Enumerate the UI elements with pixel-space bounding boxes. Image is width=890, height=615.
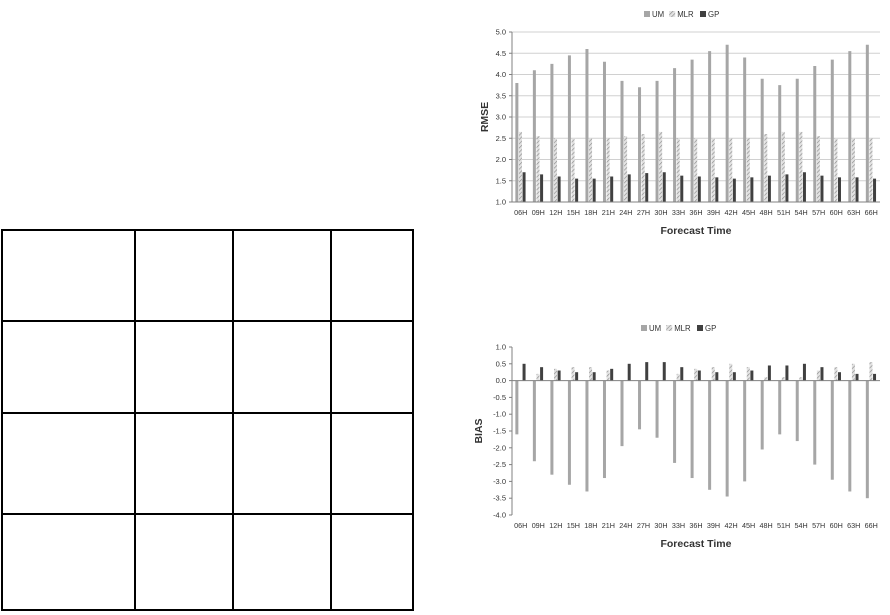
bar-mlr <box>729 364 732 381</box>
x-tick-label: 66H <box>864 521 878 530</box>
bar-mlr <box>589 138 592 202</box>
y-tick-label: 2.5 <box>495 133 506 143</box>
bar-gp <box>820 176 823 202</box>
y-tick-label: 0.0 <box>495 376 506 386</box>
bar-um <box>550 64 553 202</box>
table-cell <box>233 230 331 321</box>
bar-gp <box>785 174 788 202</box>
bar-mlr <box>536 136 539 202</box>
bar-mlr <box>764 377 767 380</box>
bar-gp <box>628 364 631 381</box>
x-tick-label: 45H <box>741 521 756 530</box>
y-tick-label: -1.5 <box>493 426 506 436</box>
y-tick-label: 4.0 <box>495 70 506 79</box>
bar-um <box>673 381 676 463</box>
y-tick-label: 3.0 <box>495 112 506 122</box>
legend-swatch-mlr <box>666 325 672 331</box>
bar-gp <box>856 177 859 202</box>
y-tick-label: 1.0 <box>495 197 506 207</box>
x-tick-label: 24H <box>619 521 633 530</box>
bar-gp <box>540 367 543 380</box>
bar-um <box>761 381 764 450</box>
bar-um <box>743 58 746 203</box>
bar-um <box>866 381 869 499</box>
table-row <box>2 413 413 514</box>
x-tick-label: 51H <box>777 208 791 217</box>
x-tick-label: 09H <box>531 521 545 530</box>
rmse-bar-chart <box>476 4 884 242</box>
bar-mlr <box>572 138 575 202</box>
bar-mlr <box>554 369 557 381</box>
bar-um <box>603 381 606 478</box>
x-tick-label: 18H <box>584 521 598 530</box>
y-tick-label: 3.5 <box>495 91 506 101</box>
bar-um <box>515 83 518 202</box>
bar-mlr <box>642 134 645 202</box>
legend-swatch-gp <box>697 325 703 331</box>
bar-um <box>585 49 588 202</box>
bar-gp <box>523 364 526 381</box>
x-tick-label: 66H <box>864 208 878 217</box>
y-tick-label: -3.5 <box>493 493 506 503</box>
y-tick-label: 4.5 <box>495 48 506 58</box>
legend-entry: MLR <box>674 324 691 333</box>
bar-um <box>726 45 729 202</box>
table-cell <box>2 230 135 321</box>
y-tick-label: 1.0 <box>495 342 506 352</box>
bar-um <box>638 87 641 202</box>
table-cell <box>2 321 135 413</box>
bar-um <box>585 381 588 492</box>
bar-um <box>673 68 676 202</box>
bar-um <box>656 381 659 438</box>
table-cell <box>135 321 233 413</box>
bar-mlr <box>852 364 855 381</box>
bar-gp <box>645 173 648 202</box>
bar-um <box>656 81 659 202</box>
bar-gp <box>680 367 683 380</box>
table-row <box>2 230 413 321</box>
x-tick-label: 33H <box>671 208 686 217</box>
x-tick-label: 42H <box>724 208 738 217</box>
bar-gp <box>856 374 859 381</box>
table-cell <box>331 321 413 413</box>
x-axis-title: Forecast Time <box>660 225 732 237</box>
legend-swatch-um <box>644 11 650 17</box>
bar-gp <box>715 372 718 380</box>
x-tick-label: 57H <box>812 208 826 217</box>
y-tick-label: 0.5 <box>495 359 506 369</box>
bar-mlr <box>834 138 837 202</box>
bar-mlr <box>607 371 610 381</box>
bar-gp <box>628 174 631 202</box>
bar-um <box>813 66 816 202</box>
bar-mlr <box>712 138 715 202</box>
bar-gp <box>733 372 736 380</box>
bar-um <box>831 60 834 202</box>
table-cell <box>233 514 331 610</box>
y-tick-label: -2.5 <box>493 460 506 470</box>
bar-um <box>691 381 694 478</box>
bar-um <box>778 381 781 435</box>
bar-um <box>813 381 816 465</box>
x-tick-label: 30H <box>654 521 668 530</box>
bar-gp <box>803 172 806 202</box>
bar-um <box>778 85 781 202</box>
x-tick-label: 48H <box>759 521 773 530</box>
bar-mlr <box>712 367 715 380</box>
x-tick-label: 36H <box>689 208 703 217</box>
bar-gp <box>873 179 876 202</box>
x-tick-label: 60H <box>829 521 843 530</box>
bar-gp <box>593 179 596 202</box>
bar-um <box>848 381 851 492</box>
y-tick-label: -1.0 <box>493 409 506 419</box>
y-axis-title: RMSE <box>479 101 491 133</box>
x-tick-label: 60H <box>829 208 843 217</box>
bar-gp <box>785 365 788 380</box>
table-cell <box>331 514 413 610</box>
bar-gp <box>873 374 876 381</box>
x-tick-label: 54H <box>794 521 808 530</box>
x-tick-label: 45H <box>741 208 756 217</box>
bias-bar-chart <box>473 320 884 560</box>
bar-um <box>848 51 851 202</box>
bar-um <box>691 60 694 202</box>
bar-mlr <box>677 374 680 381</box>
bar-mlr <box>677 138 680 202</box>
bar-gp <box>750 371 753 381</box>
x-tick-label: 27H <box>636 208 651 217</box>
bar-um <box>708 381 711 490</box>
x-tick-label: 12H <box>549 521 563 530</box>
table-cell <box>233 413 331 514</box>
bar-mlr <box>589 367 592 380</box>
bar-um <box>708 51 711 202</box>
table-cell <box>135 514 233 610</box>
table-cell <box>135 413 233 514</box>
bar-gp <box>803 364 806 381</box>
bar-mlr <box>834 367 837 380</box>
bar-mlr <box>782 377 785 380</box>
bar-gp <box>558 177 561 203</box>
x-tick-label: 48H <box>759 208 773 217</box>
bar-gp <box>698 177 701 203</box>
x-tick-label: 24H <box>619 208 633 217</box>
bar-um <box>515 381 518 435</box>
bar-mlr <box>536 374 539 381</box>
bar-mlr <box>747 138 750 202</box>
legend-entry: GP <box>708 10 720 19</box>
bar-mlr <box>607 138 610 202</box>
legend-entry: UM <box>652 10 665 19</box>
bar-um <box>621 81 624 202</box>
x-tick-label: 42H <box>724 521 738 530</box>
table-row <box>2 321 413 413</box>
y-tick-label: -2.0 <box>493 443 506 453</box>
empty-table <box>1 229 414 611</box>
bar-mlr <box>694 138 697 202</box>
y-tick-label: -0.5 <box>493 392 506 402</box>
bar-um <box>621 381 624 447</box>
table-cell <box>135 230 233 321</box>
y-tick-label: -3.0 <box>493 476 506 486</box>
x-tick-label: 21H <box>601 521 615 530</box>
x-tick-label: 12H <box>549 208 563 217</box>
legend-entry: GP <box>705 324 717 333</box>
bar-gp <box>523 172 526 202</box>
bar-um <box>796 381 799 441</box>
bar-gp <box>750 177 753 202</box>
bar-mlr <box>817 371 820 381</box>
y-axis-title: BIAS <box>473 418 485 444</box>
bar-gp <box>820 367 823 380</box>
bar-um <box>568 381 571 485</box>
bar-gp <box>610 369 613 381</box>
bar-um <box>533 381 536 462</box>
bar-um <box>796 79 799 202</box>
bar-gp <box>663 362 666 380</box>
x-tick-label: 27H <box>636 521 651 530</box>
x-tick-label: 39H <box>706 208 721 217</box>
bar-um <box>638 381 641 430</box>
table-row <box>2 514 413 610</box>
x-tick-label: 15H <box>566 521 580 530</box>
x-tick-label: 15H <box>566 208 580 217</box>
x-tick-label: 30H <box>654 208 668 217</box>
bar-mlr <box>764 134 767 202</box>
bar-mlr <box>554 138 557 202</box>
x-tick-label: 54H <box>794 208 808 217</box>
y-tick-label: -4.0 <box>493 510 506 520</box>
bar-mlr <box>572 367 575 380</box>
legend-entry: UM <box>649 324 662 333</box>
y-tick-label: 1.5 <box>495 176 506 186</box>
x-tick-label: 21H <box>601 208 615 217</box>
x-tick-label: 33H <box>671 521 686 530</box>
bar-mlr <box>782 132 785 202</box>
x-tick-label: 63H <box>847 208 861 217</box>
legend-swatch-gp <box>700 11 706 17</box>
bar-gp <box>558 371 561 381</box>
bar-gp <box>698 371 701 381</box>
table-cell <box>2 413 135 514</box>
x-tick-label: 18H <box>584 208 598 217</box>
table-cell <box>331 413 413 514</box>
x-tick-label: 63H <box>847 521 861 530</box>
bar-mlr <box>869 138 872 202</box>
bar-mlr <box>747 367 750 380</box>
bar-gp <box>610 177 613 203</box>
bar-um <box>550 381 553 475</box>
bar-mlr <box>694 369 697 381</box>
bar-um <box>866 45 869 202</box>
bar-um <box>761 79 764 202</box>
bar-mlr <box>729 138 732 202</box>
bar-gp <box>663 172 666 202</box>
bar-um <box>743 381 746 482</box>
bar-mlr <box>624 136 627 202</box>
x-axis-title: Forecast Time <box>660 538 732 550</box>
legend-swatch-mlr <box>669 11 675 17</box>
y-tick-label: 5.0 <box>495 27 506 37</box>
x-tick-label: 06H <box>514 208 528 217</box>
x-tick-label: 57H <box>812 521 826 530</box>
bar-um <box>603 62 606 202</box>
bar-gp <box>540 174 543 202</box>
legend-entry: MLR <box>677 10 694 19</box>
bar-mlr <box>659 132 662 202</box>
bar-um <box>831 381 834 480</box>
bar-um <box>533 70 536 202</box>
bar-gp <box>575 372 578 380</box>
bar-gp <box>575 179 578 202</box>
bar-um <box>568 55 571 202</box>
bar-gp <box>645 362 648 380</box>
bar-gp <box>838 177 841 202</box>
bar-mlr <box>799 132 802 202</box>
x-tick-label: 36H <box>689 521 703 530</box>
bar-mlr <box>852 138 855 202</box>
legend-swatch-um <box>641 325 647 331</box>
y-tick-label: 2.0 <box>495 155 506 164</box>
x-tick-label: 39H <box>706 521 721 530</box>
table-cell <box>2 514 135 610</box>
bar-mlr <box>799 377 802 380</box>
table-cell <box>233 321 331 413</box>
bar-gp <box>680 176 683 202</box>
bar-gp <box>768 176 771 202</box>
bar-um <box>726 381 729 497</box>
bar-mlr <box>519 132 522 202</box>
bar-gp <box>768 365 771 380</box>
bar-gp <box>838 372 841 380</box>
bar-gp <box>593 372 596 380</box>
bar-mlr <box>869 362 872 380</box>
bar-gp <box>715 177 718 202</box>
bar-mlr <box>817 136 820 202</box>
bar-gp <box>733 179 736 202</box>
x-tick-label: 06H <box>514 521 528 530</box>
table-cell <box>331 230 413 321</box>
x-tick-label: 09H <box>531 208 545 217</box>
x-tick-label: 51H <box>777 521 791 530</box>
